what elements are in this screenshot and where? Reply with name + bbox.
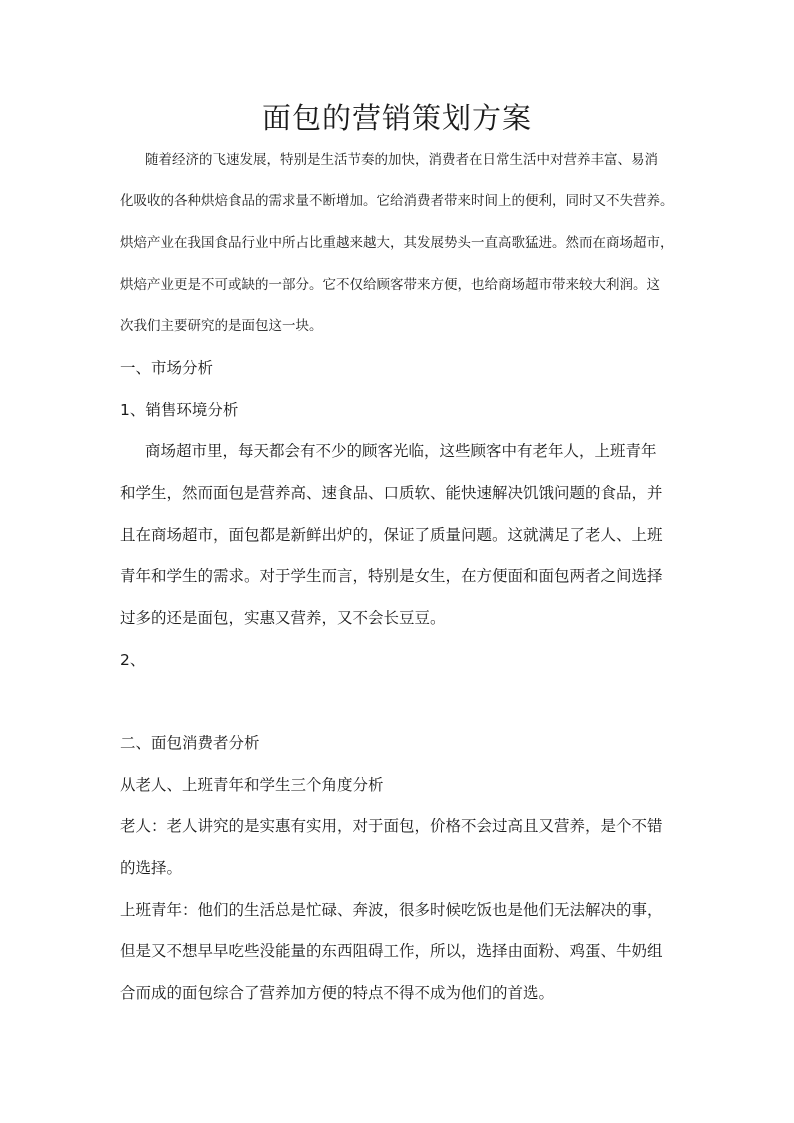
intro-line-5: 次我们主要研究的是面包这一块。 xyxy=(120,318,323,334)
intro-line-2: 化吸收的各种烘焙食品的需求量不断增加。它给消费者带来时间上的便利，同时又不失营养。 xyxy=(120,193,674,209)
elderly-line-1: 老人：老人讲究的是实惠有实用，对于面包，价格不会过高且又营养，是个不错 xyxy=(120,817,663,835)
section2-intro: 从老人、上班青年和学生三个角度分析 xyxy=(120,776,384,794)
youth-line-2: 但是又不想早早吃些没能量的东西阻碍工作，所以，选择由面粉、鸡蛋、牛奶组 xyxy=(120,942,663,960)
section1-heading: 一、市场分析 xyxy=(120,359,214,377)
elderly-line-2: 的选择。 xyxy=(120,859,183,877)
section1-body-line-2: 和学生，然而面包是营养高、速食品、口质软、能快速解决饥饿问题的食品，并 xyxy=(120,484,663,502)
section1-subheading-2: 2、 xyxy=(120,651,146,669)
section1-body-line-4: 青年和学生的需求。对于学生而言，特别是女生，在方便面和面包两者之间选择 xyxy=(120,567,663,585)
section1-body-line-1: 商场超市里，每天都会有不少的顾客光临，这些顾客中有老年人，上班青年 xyxy=(145,442,657,460)
youth-line-1: 上班青年：他们的生活总是忙碌、奔波，很多时候吃饭也是他们无法解决的事， xyxy=(120,901,663,919)
youth-line-3: 合而成的面包综合了营养加方便的特点不得不成为他们的首选。 xyxy=(120,984,555,1002)
section1-body-line-5: 过多的还是面包，实惠又营养，又不会长豆豆。 xyxy=(120,609,446,627)
document-title: 面包的营销策划方案 xyxy=(261,101,532,135)
intro-line-3: 烘焙产业在我国食品行业中所占比重越来越大，其发展势头一直高歌猛进。然而在商场超市， xyxy=(120,235,674,251)
section2-heading: 二、面包消费者分析 xyxy=(120,734,260,752)
intro-line-4: 烘焙产业更是不可或缺的一部分。它不仅给顾客带来方便，也给商场超市带来较大利润。这 xyxy=(120,277,660,293)
intro-line-1: 随着经济的飞速发展，特别是生活节奏的加快，消费者在日常生活中对营养丰富、易消 xyxy=(145,152,658,168)
section1-body-line-3: 且在商场超市，面包都是新鲜出炉的，保证了质量问题。这就满足了老人、上班 xyxy=(120,526,663,544)
section1-subheading-1: 1、销售环境分析 xyxy=(120,401,239,419)
